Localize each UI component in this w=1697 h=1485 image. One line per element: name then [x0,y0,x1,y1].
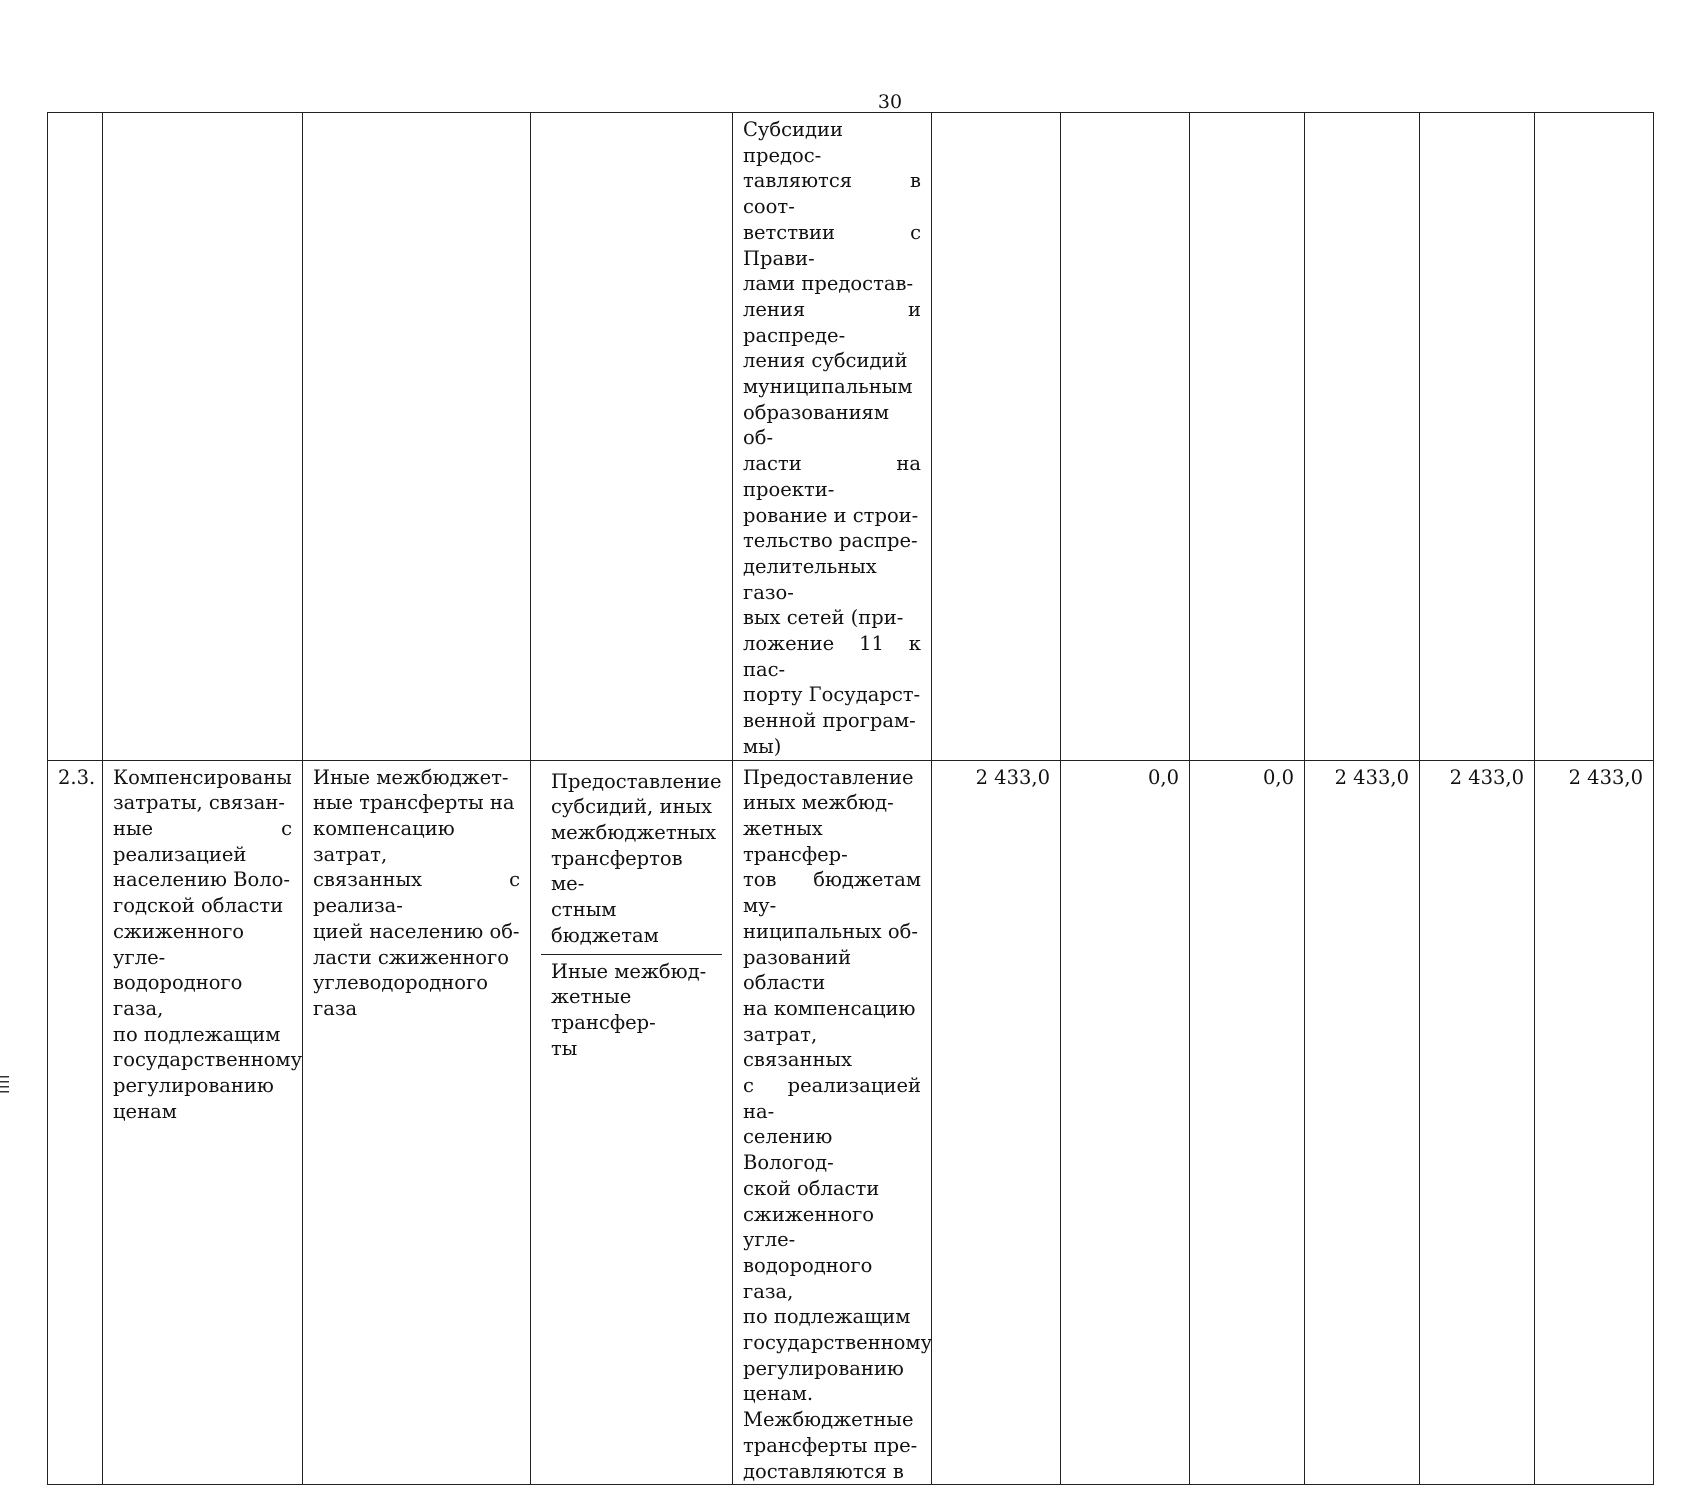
mechanism-cell [733,113,932,761]
expenditure-cell [303,760,531,1485]
support-form [541,955,722,1062]
text-line: венной програм- [743,709,916,733]
text-line: стным бюджетам [551,898,659,947]
text-line: водородного газа, [113,971,243,1020]
budget-table [47,112,1654,1485]
text-line: углеводородного газа [313,971,489,1020]
text-line: мы) [743,734,782,758]
text-line: Предоставление [551,769,722,793]
text-line: тов бюджетам му- [743,868,921,918]
mechanism-cell [733,760,932,1485]
text-line: трансферты пре- [743,1433,918,1457]
value-cell: 0,0 [1190,760,1305,1485]
text-line: ления субсидий [743,349,908,373]
text-line: субсидий, иных [551,795,712,819]
text-line: образованиям об- [743,400,890,450]
cell-empty [303,113,531,761]
text-line: с реализацией на- [743,1074,921,1123]
text-line: тавляются в соот- [743,169,921,219]
value-cell: 0,0 [1061,760,1190,1485]
text-line: ты [551,1036,578,1060]
text-line: по подлежащим [743,1305,911,1329]
value-cell: 2 433,0 [932,760,1061,1485]
text-line: по подлежащим [113,1022,281,1046]
text-line: Компенсированы [113,765,292,789]
text-line: затраты, связан- [113,791,285,815]
text-line: государственному [113,1048,303,1072]
text-line: доставляются в [743,1459,904,1483]
text-line: ской области [743,1176,880,1200]
text-line: иных межбюд- [743,791,894,815]
cell-empty [1535,113,1654,761]
table-row-continuation [48,113,1654,761]
text-line: Межбюджетные [743,1408,914,1432]
text-line: Субсидии предос- [743,118,844,167]
text-line: ветствии с Прави- [743,220,921,270]
text-line: делительных газо- [743,554,877,604]
text-line: компенсацию затрат, [313,816,455,866]
text-line: цией населению об- [313,919,520,943]
text-line: жетные трансфер- [551,985,656,1034]
text-line: затрат, связанных [743,1022,852,1072]
row-number: 2.3. [48,760,103,1485]
text-line: сжиженного угле- [743,1202,875,1252]
result-cell [103,760,303,1485]
cell-empty [932,113,1061,761]
text-line: вых сетей (при- [743,606,904,630]
text-line: селению Вологод- [743,1125,834,1175]
text-line: ниципальных об- [743,919,918,943]
text-line: ложение 11 к пас- [743,632,921,681]
cell-empty [103,113,303,761]
cell-empty [1061,113,1190,761]
text-line: ные с реализацией [113,816,292,866]
text-line: жетных трансфер- [743,816,848,866]
cell-empty [1305,113,1420,761]
cell-empty [1190,113,1305,761]
page-number: 30 [877,91,903,113]
text-line: разований области [743,945,852,995]
text-line: населению Воло- [113,868,290,892]
text-line: государственному [743,1331,933,1355]
text-line: межбюджетных [551,820,717,844]
value-cell: 2 433,0 [1420,760,1535,1485]
text-line: ласти сжиженного [313,945,509,969]
support-cell [531,760,733,1485]
text-line: трансфертов ме- [551,846,683,896]
text-line: ласти на проекти- [743,452,921,501]
text-line: регулированию [743,1356,904,1380]
text-line: порту Государст- [743,683,921,707]
cell-empty [531,113,733,761]
text-line: Иные межбюджет- [313,765,509,789]
text-line: годской области [113,894,284,918]
cell-empty [1420,113,1535,761]
text-line: Иные межбюд- [551,959,707,983]
text-line: на компенсацию [743,996,916,1020]
text-line: ценам. [743,1382,814,1406]
text-line: ценам [113,1099,177,1123]
value-cell: 2 433,0 [1535,760,1654,1485]
text-line: муниципальным [743,375,913,399]
text-line: тельство распре- [743,529,918,553]
text-line: рование и строи- [743,503,919,527]
text-line: ления и распреде- [743,297,921,347]
text-line: лами предостав- [743,272,914,296]
text-line: Предоставление [743,765,914,789]
text-line: сжиженного угле- [113,919,245,969]
text-line: водородного газа, [743,1253,873,1303]
value-cell: 2 433,0 [1305,760,1420,1485]
margin-mark [0,1076,9,1094]
table-row-2-3 [48,760,1654,1485]
text-line: связанных с реализа- [313,868,520,918]
support-type [541,765,722,955]
text-line: регулированию [113,1074,274,1098]
cell-empty [48,113,103,761]
text-line: ные трансферты на [313,791,515,815]
